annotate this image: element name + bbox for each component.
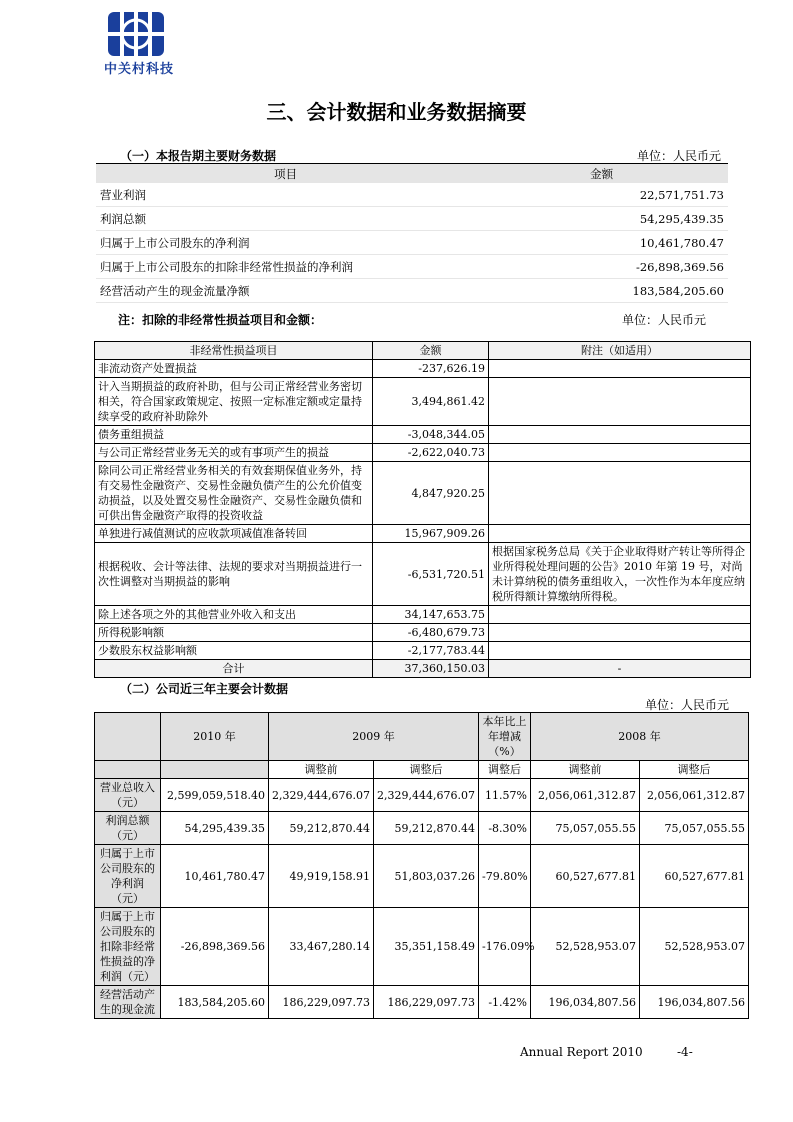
nr-note	[489, 426, 751, 444]
page-title: 三、会计数据和业务数据摘要	[266, 100, 527, 124]
nr-amount: -6,480,679.73	[373, 624, 489, 642]
total-label: 合计	[95, 660, 373, 678]
nr-amount: 15,967,909.26	[373, 525, 489, 543]
nr-item: 少数股东权益影响额	[95, 642, 373, 660]
table-row	[96, 279, 728, 303]
nr-note	[489, 444, 751, 462]
row-amount: -26,898,369.56	[475, 255, 728, 279]
nr-amount: -2,177,783.44	[373, 642, 489, 660]
table-row	[95, 426, 751, 444]
nr-note: 根据国家税务总局《关于企业取得财产转让等所得企业所得税处理问题的公告》2010 年第 19 号，对尚未计算纳税的债务重组收入，一次性作为本年度应纳税所得额计算缴纳所得税。	[489, 543, 751, 606]
table-row	[95, 812, 749, 845]
table-row	[95, 845, 749, 908]
table-row	[96, 231, 728, 255]
cell-v2008a: 75,057,055.55	[531, 812, 640, 845]
col-nr-amount: 金额	[373, 342, 489, 360]
cell-v2008b: 75,057,055.55	[640, 812, 749, 845]
cell-v2009a: 2,329,444,676.07	[269, 779, 374, 812]
nr-item: 除同公司正常经营业务相关的有效套期保值业务外，持有交易性金融资产、交易性金融负债产生的公允价值变动损益，以及处置交易性金融资产、交易性金融负债和可供出售金融资产取得的投资收益	[95, 462, 373, 525]
subheader-blank	[95, 761, 161, 779]
table-row	[95, 624, 751, 642]
row-item: 归属于上市公司股东的净利润	[96, 231, 475, 255]
subheader-blank-2010	[161, 761, 269, 779]
nr-item: 非流动资产处置损益	[95, 360, 373, 378]
cell-v2010: 183,584,205.60	[161, 986, 269, 1019]
subheader-change-after: 调整后	[479, 761, 531, 779]
nr-amount: -237,626.19	[373, 360, 489, 378]
table-row	[95, 378, 751, 426]
col-amount: 金额	[475, 164, 728, 184]
table-row	[95, 986, 749, 1019]
header-2010: 2010 年	[161, 713, 269, 761]
nr-amount: 34,147,653.75	[373, 606, 489, 624]
total-row	[95, 660, 751, 678]
note-unit: 单位：人民币元	[622, 313, 707, 327]
section2-unit: 单位：人民币元	[645, 698, 730, 712]
nr-item: 债务重组损益	[95, 426, 373, 444]
cell-v2010: 10,461,780.47	[161, 845, 269, 908]
cell-v2008a: 52,528,953.07	[531, 908, 640, 986]
row-label: 利润总额（元）	[95, 812, 161, 845]
col-nr-note: 附注（如适用）	[489, 342, 751, 360]
row-item: 利润总额	[96, 207, 475, 231]
row-item: 归属于上市公司股东的扣除非经常性损益的净利润	[96, 255, 475, 279]
cell-chg: -176.09%	[479, 908, 531, 986]
cell-v2010: -26,898,369.56	[161, 908, 269, 986]
table-row	[95, 908, 749, 986]
nr-note	[489, 606, 751, 624]
cell-v2009a: 33,467,280.14	[269, 908, 374, 986]
row-amount: 183,584,205.60	[475, 279, 728, 303]
header-change: 本年比上年增减（%）	[479, 713, 531, 761]
nr-item: 根据税收、会计等法律、法规的要求对当期损益进行一次性调整对当期损益的影响	[95, 543, 373, 606]
section1-heading: （一）本报告期主要财务数据	[120, 149, 277, 163]
main-financial-table	[96, 163, 728, 303]
nr-amount: 3,494,861.42	[373, 378, 489, 426]
nr-item: 除上述各项之外的其他营业外收入和支出	[95, 606, 373, 624]
cell-v2008b: 52,528,953.07	[640, 908, 749, 986]
subheader-2008-after: 调整后	[640, 761, 749, 779]
cell-chg: -79.80%	[479, 845, 531, 908]
table-row	[96, 183, 728, 207]
cell-v2009a: 49,919,158.91	[269, 845, 374, 908]
table-row	[95, 525, 751, 543]
table-row	[96, 207, 728, 231]
cell-v2008a: 2,056,061,312.87	[531, 779, 640, 812]
table-row	[95, 360, 751, 378]
nr-amount: -3,048,344.05	[373, 426, 489, 444]
row-item: 经营活动产生的现金流量净额	[96, 279, 475, 303]
footer-page-number: -4-	[677, 1045, 693, 1059]
cell-v2010: 54,295,439.35	[161, 812, 269, 845]
row-amount: 54,295,439.35	[475, 207, 728, 231]
nr-note	[489, 624, 751, 642]
corner-cell	[95, 713, 161, 761]
nr-note	[489, 360, 751, 378]
logo-text: 中关村科技	[103, 62, 174, 77]
total-note: -	[489, 660, 751, 678]
row-label: 归属于上市公司股东的净利润（元）	[95, 845, 161, 908]
header-2009: 2009 年	[269, 713, 479, 761]
col-nr-item: 非经常性损益项目	[95, 342, 373, 360]
cell-v2009b: 51,803,037.26	[374, 845, 479, 908]
cell-v2008b: 2,056,061,312.87	[640, 779, 749, 812]
non-recurring-table	[94, 341, 751, 678]
table-row	[95, 444, 751, 462]
row-label: 经营活动产生的现金流	[95, 986, 161, 1019]
nr-item: 与公司正常经营业务无关的或有事项产生的损益	[95, 444, 373, 462]
nr-note	[489, 462, 751, 525]
table-row	[95, 642, 751, 660]
cell-v2008b: 196,034,807.56	[640, 986, 749, 1019]
total-amount: 37,360,150.03	[373, 660, 489, 678]
nr-note	[489, 525, 751, 543]
nr-note	[489, 378, 751, 426]
three-year-table	[94, 712, 749, 1019]
row-item: 营业利润	[96, 183, 475, 207]
nr-amount: -6,531,720.51	[373, 543, 489, 606]
section1-unit: 单位：人民币元	[637, 149, 722, 163]
cell-v2009b: 35,351,158.49	[374, 908, 479, 986]
subheader-2009-before: 调整前	[269, 761, 374, 779]
cell-v2009b: 186,229,097.73	[374, 986, 479, 1019]
table-row	[95, 543, 751, 606]
cell-v2010: 2,599,059,518.40	[161, 779, 269, 812]
cell-v2009a: 186,229,097.73	[269, 986, 374, 1019]
table-row	[95, 606, 751, 624]
section2-heading: （二）公司近三年主要会计数据	[120, 682, 289, 696]
col-item: 项目	[96, 164, 475, 184]
subheader-2009-after: 调整后	[374, 761, 479, 779]
cell-chg: -1.42%	[479, 986, 531, 1019]
row-amount: 10,461,780.47	[475, 231, 728, 255]
cell-chg: -8.30%	[479, 812, 531, 845]
header-2008: 2008 年	[531, 713, 749, 761]
row-label: 营业总收入（元）	[95, 779, 161, 812]
cell-v2008a: 60,527,677.81	[531, 845, 640, 908]
row-label: 归属于上市公司股东的扣除非经常性损益的净利润（元）	[95, 908, 161, 986]
nr-item: 所得税影响额	[95, 624, 373, 642]
cell-v2008b: 60,527,677.81	[640, 845, 749, 908]
subheader-2008-before: 调整前	[531, 761, 640, 779]
table-row	[96, 255, 728, 279]
cell-v2009b: 59,212,870.44	[374, 812, 479, 845]
cell-v2008a: 196,034,807.56	[531, 986, 640, 1019]
nr-amount: -2,622,040.73	[373, 444, 489, 462]
cell-v2009b: 2,329,444,676.07	[374, 779, 479, 812]
cell-chg: 11.57%	[479, 779, 531, 812]
cell-v2009a: 59,212,870.44	[269, 812, 374, 845]
nr-item: 计入当期损益的政府补助，但与公司正常经营业务密切相关，符合国家政策规定、按照一定标准定额或定量持续享受的政府补助除外	[95, 378, 373, 426]
nr-item: 单独进行减值测试的应收款项减值准备转回	[95, 525, 373, 543]
note-heading: 注：扣除的非经常性损益项目和金额：	[118, 313, 323, 327]
nr-amount: 4,847,920.25	[373, 462, 489, 525]
table-row	[95, 462, 751, 525]
footer-report-name: Annual Report 2010	[520, 1045, 643, 1059]
row-amount: 22,571,751.73	[475, 183, 728, 207]
table-row	[95, 779, 749, 812]
nr-note	[489, 642, 751, 660]
